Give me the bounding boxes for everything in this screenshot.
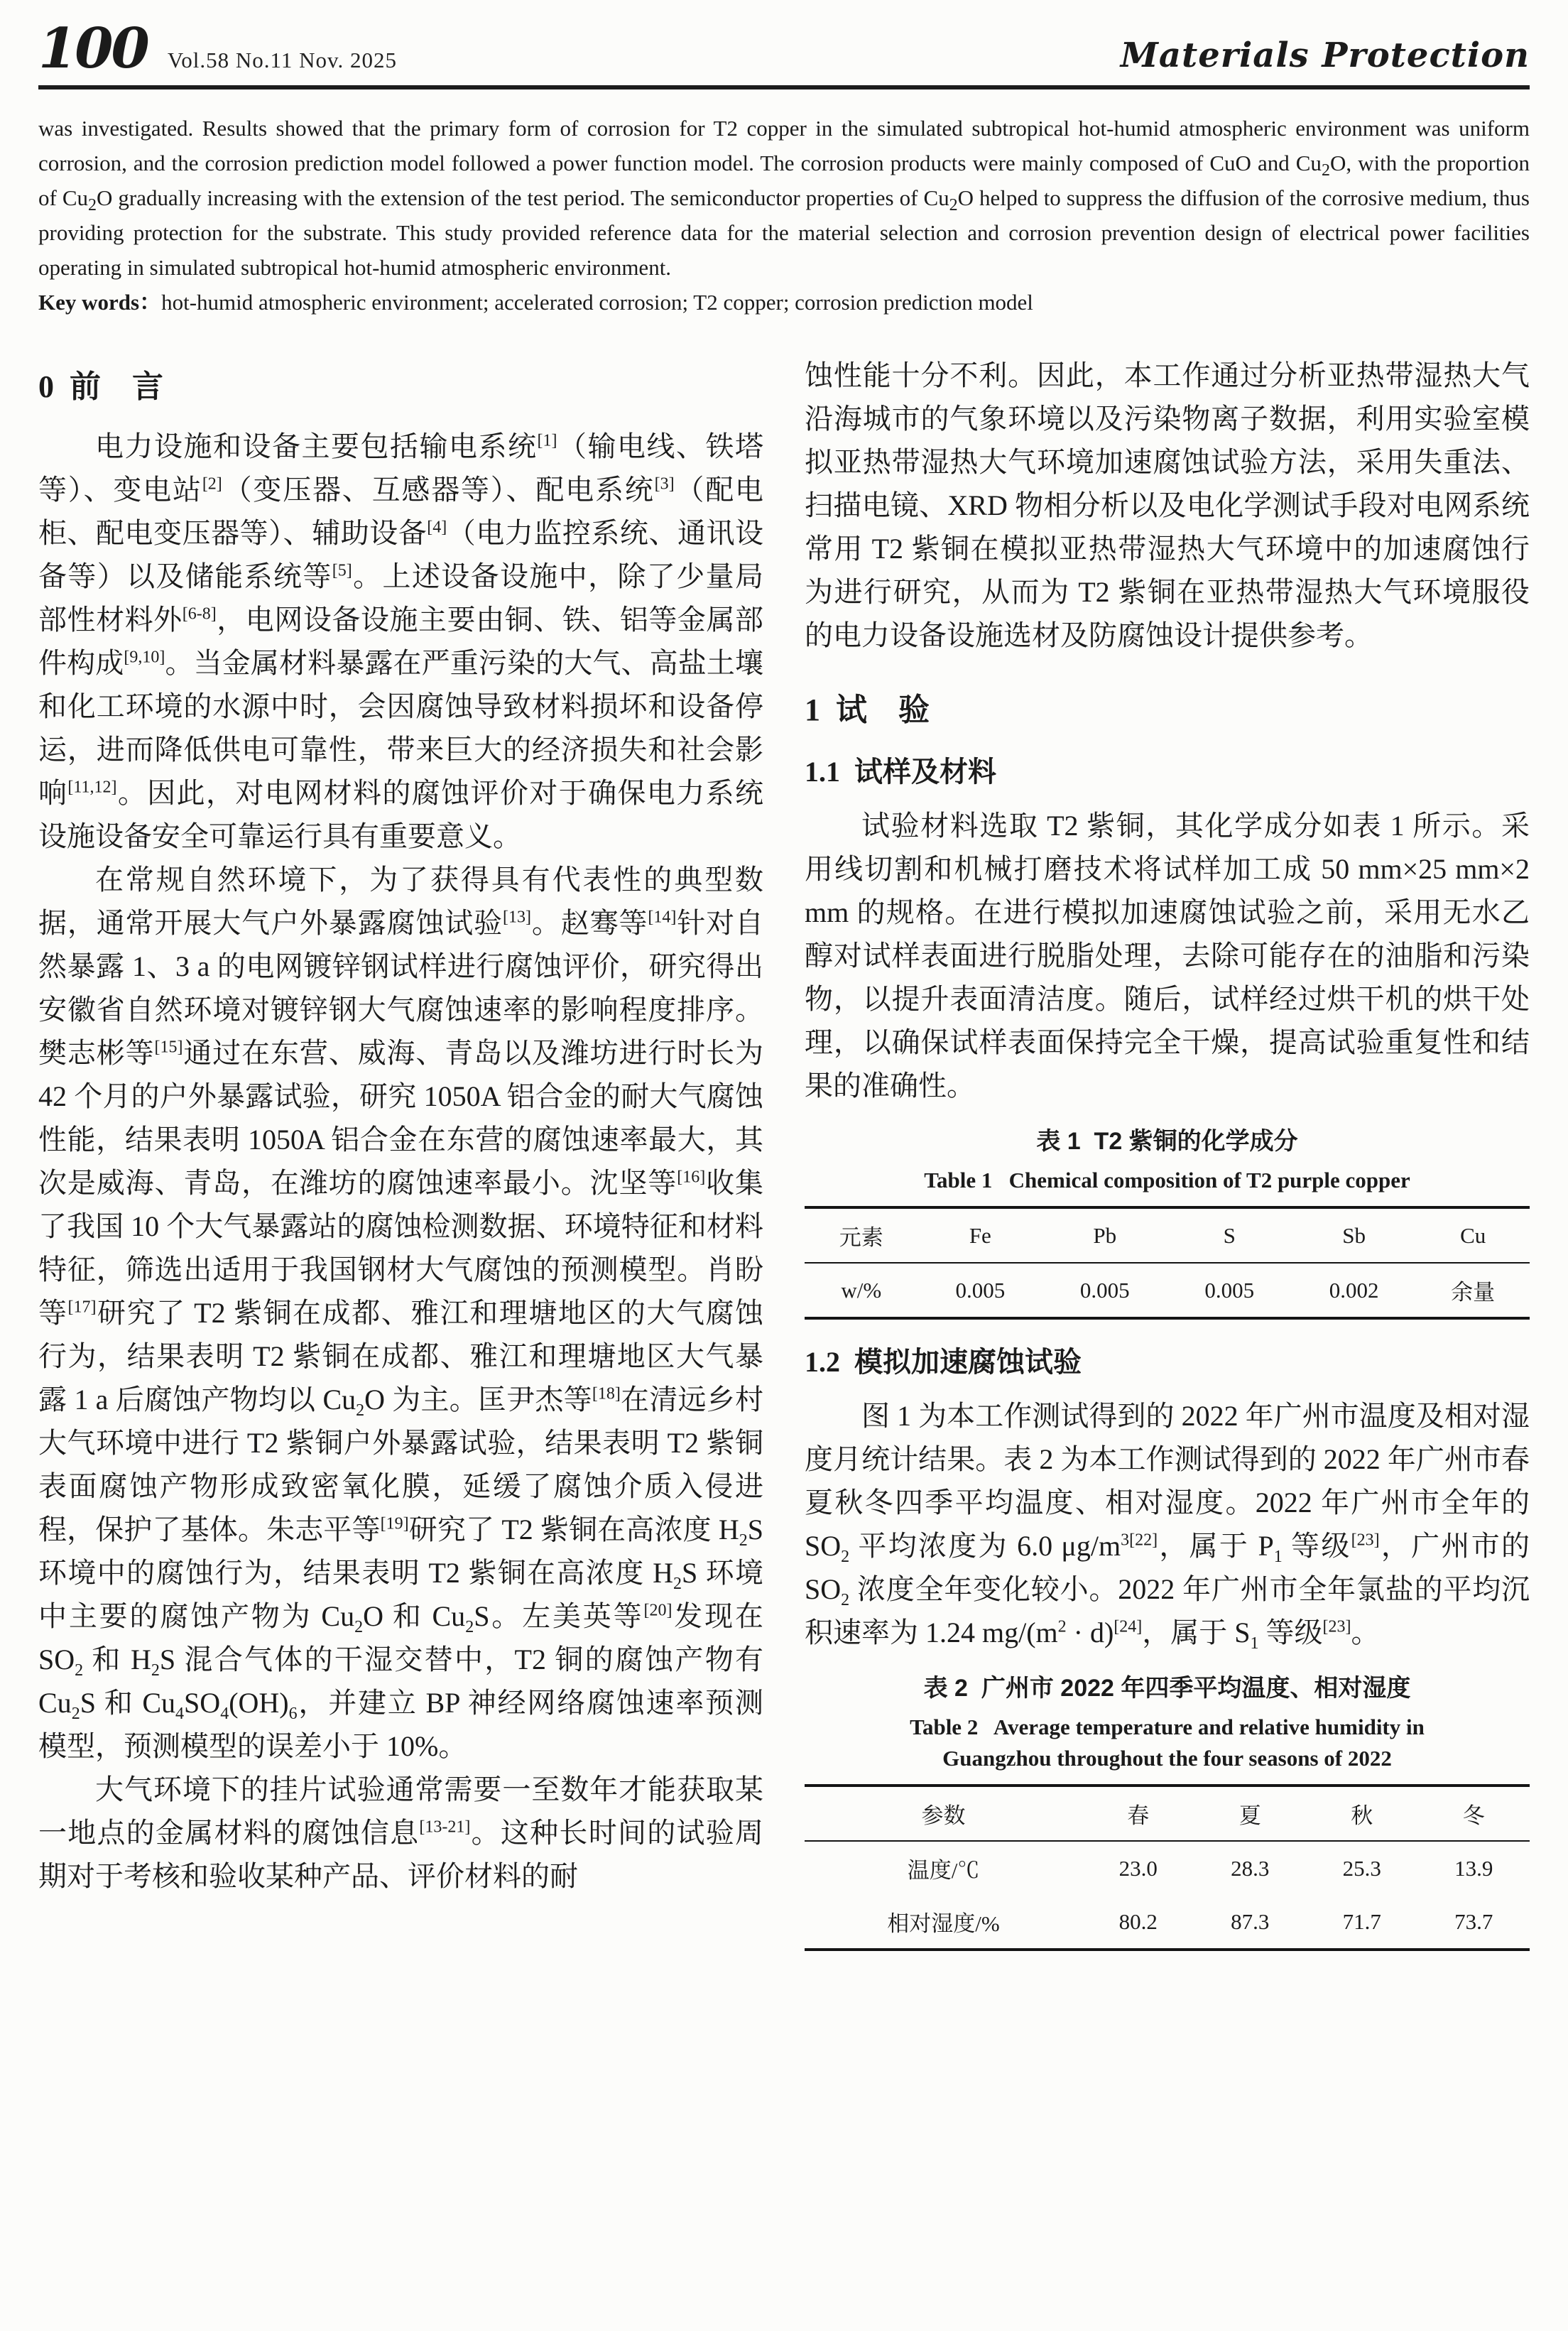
table-header-cell: 冬 bbox=[1418, 1786, 1530, 1841]
table-row bbox=[805, 1895, 1530, 1950]
table-header-cell: Pb bbox=[1042, 1207, 1167, 1263]
section-1-1-heading: 1.1 试样及材料 bbox=[805, 756, 996, 788]
table-2-caption-en: Table 2 Average temperature and relative humidity in Guangzhou throughout the four seasons of 2022 bbox=[910, 1715, 1430, 1771]
table-cell: 87.3 bbox=[1231, 1908, 1270, 1934]
table-1-block bbox=[805, 1121, 1530, 1320]
left-column bbox=[38, 354, 763, 1960]
table-2 bbox=[805, 1784, 1530, 1951]
keywords-text: hot-humid atmospheric environment; accelerated corrosion; T2 copper; corrosion prediction model bbox=[161, 290, 1033, 315]
right-column bbox=[805, 354, 1530, 1960]
journal-name: Materials Protection bbox=[1120, 36, 1530, 75]
table-cell: 73.7 bbox=[1454, 1908, 1493, 1934]
section-1-2-heading: 1.2 模拟加速腐蚀试验 bbox=[805, 1346, 1082, 1378]
table-cell: 25.3 bbox=[1342, 1855, 1381, 1881]
page-header bbox=[38, 16, 1530, 81]
table-cell: 80.2 bbox=[1118, 1908, 1158, 1934]
issue-info: Vol.58 No.11 Nov. 2025 bbox=[167, 48, 397, 72]
section-1-heading: 1 试 验 bbox=[805, 692, 930, 727]
table-cell: 相对湿度/% bbox=[887, 1911, 1000, 1936]
table-header-cell: 夏 bbox=[1194, 1786, 1306, 1841]
paragraph: 大气环境下的挂片试验通常需要一至数年才能获取某一地点的金属材料的腐蚀信息[13-21]。这种长时间的试验周期对于考核和验收某种产品、评价材料的耐 bbox=[38, 1773, 764, 1892]
table-cell: 23.0 bbox=[1118, 1855, 1158, 1881]
table-header-cell: Cu bbox=[1416, 1207, 1530, 1263]
table-cell: 28.3 bbox=[1231, 1855, 1270, 1881]
table-cell: 0.005 bbox=[1079, 1277, 1130, 1303]
paragraph: 试验材料选取 T2 紫铜，其化学成分如表 1 所示。采用线切割和机械打磨技术将试样加工成 50 mm×25 mm×2 mm 的规格。在进行模拟加速腐蚀试验之前，采用无水乙醇对试样表面进行脱脂处理，去除可能存在的油脂和污染物，以提升表面清洁度。随后，试样经过烘干机的烘干处理，以确保试样表面保持完全干燥，提高试验重复性和结果的准确性。 bbox=[805, 810, 1530, 1102]
table-header-cell: Sb bbox=[1292, 1207, 1416, 1263]
keywords-line bbox=[38, 285, 1530, 320]
table-cell: 0.005 bbox=[955, 1277, 1006, 1303]
table-cell: 温度/℃ bbox=[907, 1858, 980, 1883]
table-cell: 余量 bbox=[1451, 1280, 1496, 1305]
paragraph: 电力设施和设备主要包括输电系统[1]（输电线、铁塔等）、变电站[2]（变压器、互感器等）、配电系统[3]（配电柜、配电变压器等）、辅助设备[4]（电力监控系统、通讯设备等）以及储能系统等[5]。上述设备设施中，除了少量局部性材料外[6-8]，电网设备设施主要由铜、铁、铝等金属部件构成[9,10]。当金属材料暴露在严重污染的大气、高盐土壤和化工环境的水源中时，会因腐蚀导致材料损坏和设备停运，进而降低供电可靠性，带来巨大的经济损失和社会影响[11,12]。因此，对电网材料的腐蚀评价对于确保电力系统设施设备安全可靠运行具有重要意义。 bbox=[38, 430, 764, 852]
table-1-caption-zh: 表 1 T2 紫铜的化学成分 bbox=[1036, 1128, 1298, 1155]
paragraph: 在常规自然环境下，为了获得具有代表性的典型数据，通常开展大气户外暴露腐蚀试验[13]。赵骞等[14]针对自然暴露 1、3 a 的电网镀锌钢试样进行腐蚀评价，研究得出安徽省自然环境对镀锌钢大气腐蚀速率的影响程度排序。樊志彬等[15]通过在东营、威海、青岛以及潍坊进行时长为 42 个月的户外暴露试验，研究 1050A 铝合金的耐大气腐蚀性能，结果表明 1050A 铝合金在东营的腐蚀速率最大，其次是威海、青岛，在潍坊的腐蚀速率最小。沈坚等[16]收集了我国 10 个大气暴露站的腐蚀检测数据、环境特征和材料特征，筛选出适用于我国钢材大气腐蚀的预测模型。肖盼等[17]研究了 T2 紫铜在成都、雅江和理塘地区的大气腐蚀行为，结果表明 T2 紫铜在成都、雅江和理塘地区大气暴露 1 a 后腐蚀产物均以 $Cu_2O$ 为主。匡尹杰等[18]在清远乡村大气环境中进行 T2 紫铜户外暴露试验，结果表明 T2 紫铜表面腐蚀产物形成致密氧化膜，延缓了腐蚀介质入侵进程，保护了基体。朱志平等[19]研究了 T2 紫铜在高浓度 $H_2S$ 环境中的腐蚀行为，结果表明 T2 紫铜在高浓度 $H_2S$ 环境中主要的腐蚀产物为 $Cu_2O$ 和 $Cu_2S$。左美英等[20]发现在 $SO_2$ 和 $H_2S$ 混合气体的干湿交替中，T2 铜的腐蚀产物有 $Cu_2S$ 和 $Cu_4SO_4(OH)_6$，并建立 BP 神经网络腐蚀速率预测模型，预测模型的误差小于 10%。 bbox=[38, 864, 764, 1762]
page-number: 100 bbox=[38, 16, 148, 81]
header-rule bbox=[38, 85, 1530, 89]
table-2-block bbox=[805, 1668, 1530, 1951]
keywords-label: Key words： bbox=[38, 290, 162, 315]
table-cell: 0.005 bbox=[1204, 1277, 1255, 1303]
table-header-cell: 参数 bbox=[805, 1786, 1082, 1841]
table-header-cell: 秋 bbox=[1306, 1786, 1417, 1841]
table-cell: 0.002 bbox=[1329, 1277, 1379, 1303]
table-1-caption-en: Table 1 Chemical composition of T2 purple copper bbox=[924, 1168, 1410, 1192]
paragraph: 图 1 为本工作测试得到的 2022 年广州市温度及相对湿度月统计结果。表 2 为本工作测试得到的 2022 年广州市春夏秋冬四季平均温度、相对湿度。2022 年广州市全年的 $SO_2$ 平均浓度为 6.0 $\mu g/m^{3[22]}$，属于 $P_1$ 等级[23]，广州市的 $SO_2$ 浓度全年变化较小。2022 年广州市全年氯盐的平均沉积速率为 1.24 $mg/(m^2 \cdot d)[24]$，属于 $S_1$ 等级[23]。 bbox=[805, 1400, 1530, 1653]
table-header-cell: S bbox=[1167, 1207, 1291, 1263]
table-cell: 13.9 bbox=[1454, 1855, 1493, 1881]
table-1 bbox=[805, 1206, 1530, 1320]
table-header-cell: 春 bbox=[1082, 1786, 1194, 1841]
table-cell: w/% bbox=[841, 1277, 882, 1303]
table-cell: 71.7 bbox=[1342, 1908, 1381, 1934]
section-0-heading: 0 前 言 bbox=[38, 369, 163, 404]
table-row bbox=[805, 1841, 1530, 1895]
header-left bbox=[38, 16, 397, 81]
table-2-caption-zh: 表 2 广州市 2022 年四季平均温度、相对湿度 bbox=[923, 1675, 1411, 1702]
table-row bbox=[805, 1263, 1530, 1318]
abstract-section bbox=[38, 111, 1530, 320]
two-column-body bbox=[38, 354, 1530, 1960]
table-header-cell: 元素 bbox=[805, 1207, 918, 1263]
paragraph: 蚀性能十分不利。因此，本工作通过分析亚热带湿热大气沿海城市的气象环境以及污染物离子数据，利用实验室模拟亚热带湿热大气环境加速腐蚀试验方法，采用失重法、扫描电镜、XRD 物相分析以及电化学测试手段对电网系统常用 T2 紫铜在模拟亚热带湿热大气环境中的加速腐蚀行为进行研究，从而为 T2 紫铜在亚热带湿热大气环境服役的电力设备设施选材及防腐蚀设计提供参考。 bbox=[805, 359, 1530, 651]
abstract-text: was investigated. Results showed that the primary form of corrosion for T2 copper in the simulated subtropical hot-humid atmospheric environment was uniform corrosion, and the corrosion prediction model followed a power function model. The corrosion products were mainly composed of CuO and $Cu_2O$, with the proportion of $Cu_2O$ gradually increasing with the extension of the test period. The semiconductor properties of $Cu_2O$ helped to suppress the diffusion of the corrosive medium, thus providing protection for the substrate. This study provided reference data for the material selection and corrosion prevention design of electrical power facilities operating in simulated subtropical hot-humid atmospheric environment. bbox=[38, 116, 1530, 280]
table-header-cell: Fe bbox=[918, 1207, 1042, 1263]
